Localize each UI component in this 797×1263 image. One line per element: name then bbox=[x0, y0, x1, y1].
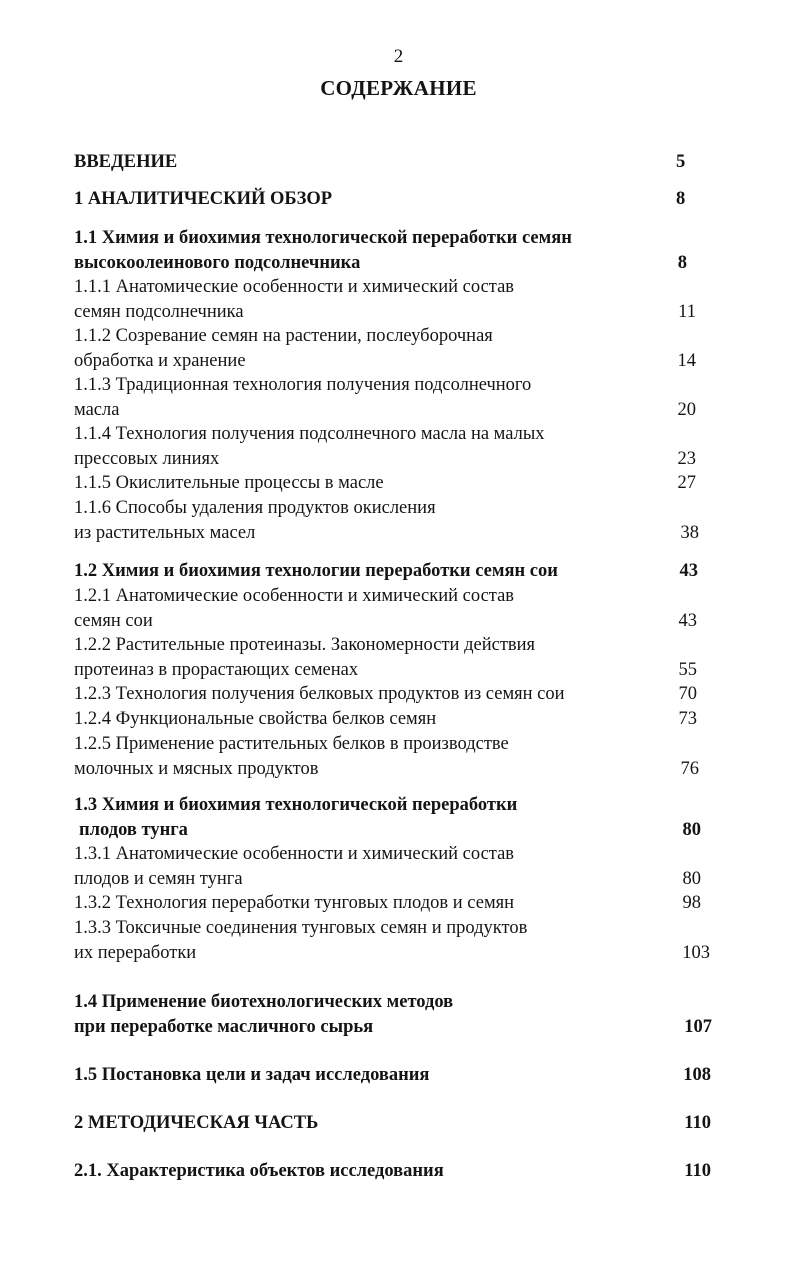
toc-entry-text: 1.3.1 Анатомические особенности и химический состав bbox=[74, 844, 515, 864]
toc-entry-1-3-3[interactable] bbox=[74, 916, 714, 965]
toc-entry-text: 1.1.1 Анатомические особенности и химический состав bbox=[74, 277, 515, 297]
toc-page-number: 70 bbox=[678, 684, 697, 704]
toc-entry-introduction[interactable] bbox=[74, 150, 714, 175]
toc-entry-1-1-1[interactable] bbox=[74, 275, 714, 324]
toc-entry-1-2-5[interactable] bbox=[74, 732, 714, 781]
toc-entry-text: 1.3.2 Технология переработки тунговых плодов и семян bbox=[74, 893, 515, 913]
toc-entry-text: масла bbox=[74, 399, 120, 420]
toc-entry-1-2-2[interactable] bbox=[74, 633, 714, 682]
toc-page-number: 23 bbox=[677, 448, 696, 469]
toc-entry-text: 1.2.1 Анатомические особенности и химический состав bbox=[74, 586, 515, 606]
toc-entry-2-1[interactable] bbox=[74, 1159, 714, 1184]
toc-entry-text: 1.1.2 Созревание семян на растении, послеуборочная bbox=[74, 326, 493, 346]
toc-page-number: 8 bbox=[677, 252, 687, 273]
toc-entry-text: обработка и хранение bbox=[74, 350, 246, 371]
toc-entry-1-3-2[interactable] bbox=[74, 891, 714, 916]
toc-entry-text: из растительных масел bbox=[74, 522, 256, 543]
toc-entry-text: 1.5 Постановка цели и задач исследования bbox=[74, 1065, 430, 1085]
toc-page-number: 38 bbox=[680, 522, 699, 543]
toc-entry-text: протеиназ в прорастающих семенах bbox=[74, 659, 359, 680]
toc-page-number: 110 bbox=[684, 1113, 711, 1133]
toc-page-number: 55 bbox=[678, 659, 697, 680]
toc-entry-text: при переработке масличного сырья bbox=[74, 1016, 374, 1037]
toc-entry-1-1[interactable] bbox=[74, 226, 714, 275]
toc-entry-text: семян сои bbox=[74, 610, 153, 631]
toc-entry-1-4[interactable] bbox=[74, 990, 714, 1039]
toc-entry-text: 1.1 Химия и биохимия технологической переработки семян bbox=[74, 228, 572, 248]
toc-page-number: 110 bbox=[684, 1161, 711, 1181]
toc-entry-text: 1.1.6 Способы удаления продуктов окисления bbox=[74, 498, 436, 518]
toc-entry-1-2-4[interactable] bbox=[74, 707, 714, 732]
toc-page-number: 14 bbox=[677, 350, 696, 371]
toc-page-number: 20 bbox=[677, 399, 696, 420]
toc-page-number: 43 bbox=[679, 561, 698, 581]
toc-entry-text: 2 МЕТОДИЧЕСКАЯ ЧАСТЬ bbox=[74, 1113, 319, 1133]
toc-entry-text: ВВЕДЕНИЕ bbox=[74, 152, 178, 172]
toc-entry-1-1-3[interactable] bbox=[74, 373, 714, 422]
toc-entry-text: их переработки bbox=[74, 942, 197, 963]
toc-entry-1-1-2[interactable] bbox=[74, 324, 714, 373]
toc-page-number: 8 bbox=[676, 189, 686, 209]
toc-entry-text: 1.2.2 Растительные протеиназы. Закономерности действия bbox=[74, 635, 536, 655]
toc-page-number: 98 bbox=[682, 893, 701, 913]
toc-entry-text: 1.2.4 Функциональные свойства белков семян bbox=[74, 709, 437, 729]
toc-entry-chapter-2[interactable] bbox=[74, 1111, 714, 1136]
toc-entry-1-2[interactable] bbox=[74, 559, 714, 584]
toc-page-number: 103 bbox=[682, 942, 710, 963]
toc-entry-text: 1.1.4 Технология получения подсолнечного масла на малых bbox=[74, 424, 545, 444]
toc-entry-text: 1.2 Химия и биохимия технологии переработки семян сои bbox=[74, 561, 558, 581]
toc-entry-text: 1.2.3 Технология получения белковых продуктов из семян сои bbox=[74, 684, 565, 704]
toc-entry-1-1-5[interactable] bbox=[74, 471, 714, 496]
toc-entry-text: 1.2.5 Применение растительных белков в производстве bbox=[74, 734, 509, 754]
toc-entry-text: 1.3.3 Токсичные соединения тунговых семян и продуктов bbox=[74, 918, 528, 938]
toc-entry-text: 1 АНАЛИТИЧЕСКИЙ ОБЗОР bbox=[74, 189, 333, 209]
toc-page-number: 11 bbox=[678, 301, 696, 322]
toc-page-number: 80 bbox=[682, 868, 701, 889]
toc-page-number: 73 bbox=[678, 709, 697, 729]
toc-entry-1-1-6[interactable] bbox=[74, 496, 714, 545]
toc-page-number: 80 bbox=[682, 819, 701, 840]
toc-entry-text: высокоолеинового подсолнечника bbox=[74, 252, 361, 273]
toc-entry-1-5[interactable] bbox=[74, 1063, 714, 1088]
toc-entry-text: 1.3 Химия и биохимия технологической переработки bbox=[74, 795, 518, 815]
toc-entry-text: 1.4 Применение биотехнологических методов bbox=[74, 992, 454, 1012]
page-number: 2 bbox=[393, 46, 404, 67]
toc-entry-text: прессовых линиях bbox=[74, 448, 220, 469]
toc-entry-1-2-1[interactable] bbox=[74, 584, 714, 633]
toc-entry-1-2-3[interactable] bbox=[74, 682, 714, 707]
page-title: СОДЕРЖАНИЕ bbox=[320, 76, 477, 100]
toc-entry-text: 1.1.5 Окислительные процессы в масле bbox=[74, 473, 384, 493]
toc-entry-text: плодов тунга bbox=[79, 819, 188, 840]
toc-entry-1-3-1[interactable] bbox=[74, 842, 714, 891]
toc-page-number: 76 bbox=[680, 758, 699, 779]
toc-page-number: 27 bbox=[677, 473, 696, 493]
toc-entry-text: плодов и семян тунга bbox=[74, 868, 243, 889]
toc-page-number: 107 bbox=[684, 1016, 712, 1037]
toc-entry-1-1-4[interactable] bbox=[74, 422, 714, 471]
toc-entry-1-3[interactable] bbox=[74, 793, 714, 842]
toc-entry-chapter-1[interactable] bbox=[74, 187, 714, 212]
toc-entry-text: семян подсолнечника bbox=[74, 301, 244, 322]
toc-entry-text: молочных и мясных продуктов bbox=[74, 758, 319, 779]
toc-page-number: 43 bbox=[678, 610, 697, 631]
toc-page-number: 108 bbox=[683, 1065, 711, 1085]
toc-entry-text: 2.1. Характеристика объектов исследования bbox=[74, 1161, 444, 1181]
toc-page-number: 5 bbox=[676, 152, 686, 172]
toc-entry-text: 1.1.3 Традиционная технология получения подсолнечного bbox=[74, 375, 532, 395]
